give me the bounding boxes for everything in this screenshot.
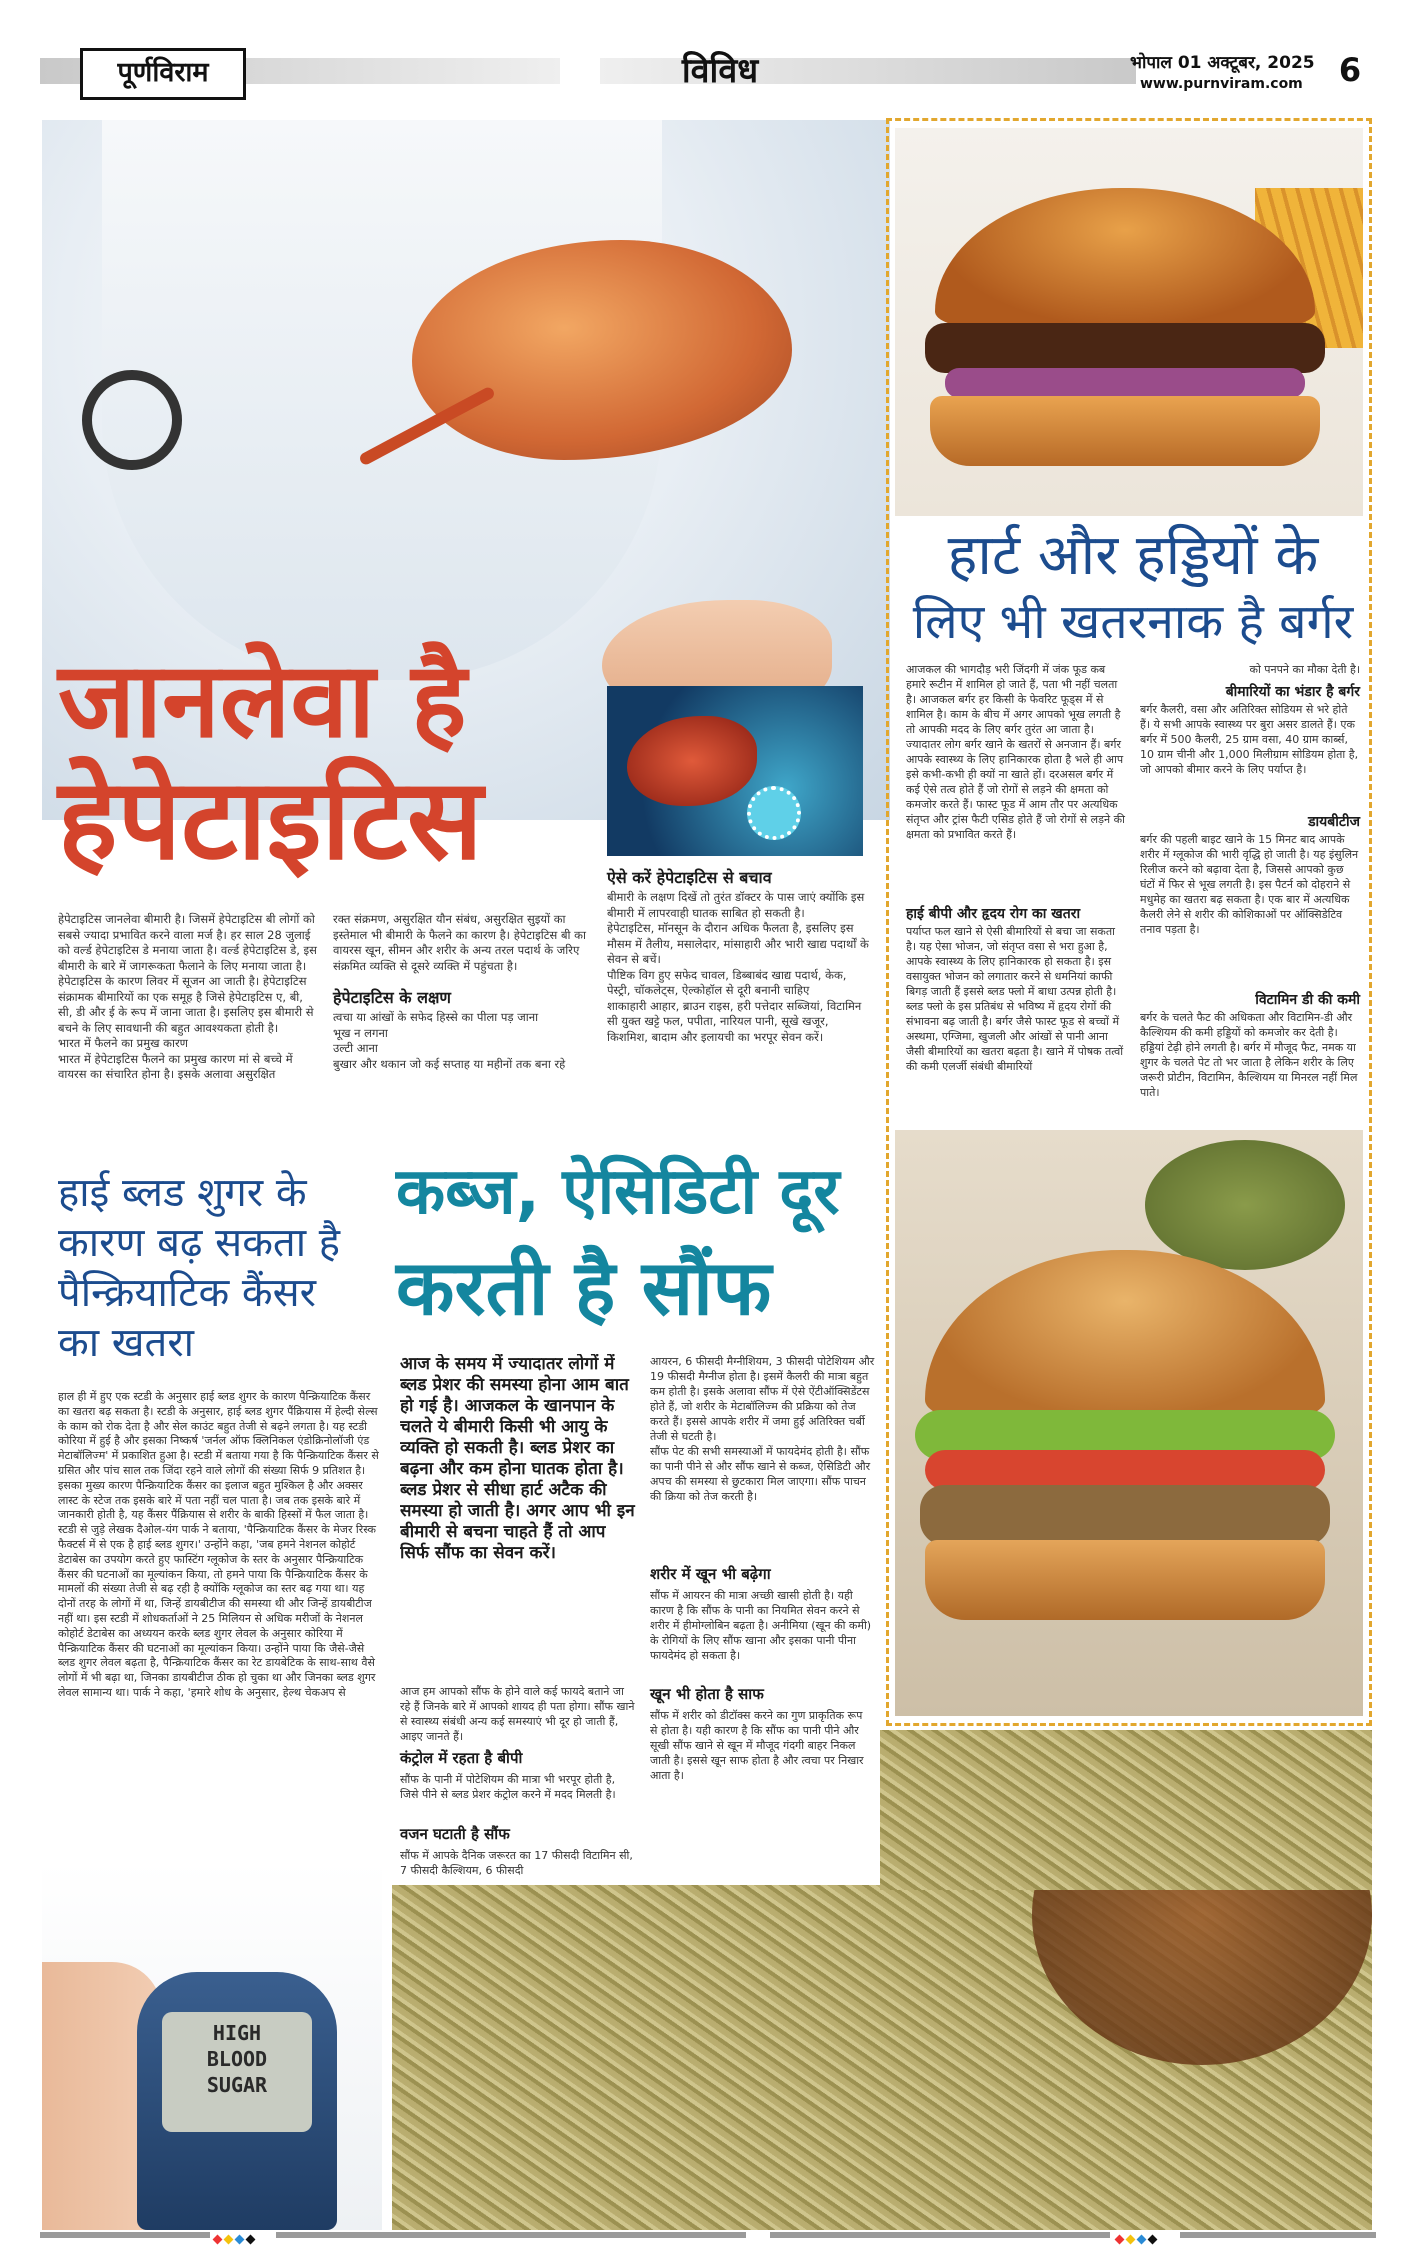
burger-title-1: हार्ट और हड्डियों के: [947, 523, 1319, 588]
saunf-intro: आज हम आपको सौंफ के होने वाले कई फायदे बताने जा रहे हैं जिनके बारे में आपको शायद ही पता होगा। सौंफ खाने से स्वास्थ्य संबंधी अन्य कई समस्याएं भी दूर हो जाती हैं, आइए जानते हैं।: [400, 1685, 635, 1743]
burger-bun-bottom: [930, 396, 1320, 466]
burger-vitd: बर्गर के चलते फैट की अधिकता और विटामिन-डी और कैल्शियम की कमी हड्डियों को कमजोर कर देती है। हड्डियां टेढ़ी होने लगती है। बर्गर में मौजूद फैट, नमक या शुगर के चलते पेट तो भर जाता है लेकिन शरीर के लिए जरूरी प्रोटीन, विटामिन, कैल्शियम या मिनरल नहीं मिल पाते।: [1140, 1011, 1358, 1099]
footer-bar-left: [40, 2232, 210, 2238]
hepatitis-prevention-heading: ऐसे करें हेपेटाइटिस से बचाव: [607, 868, 772, 887]
page-number: 6: [1338, 51, 1362, 89]
hepatitis-symptoms: त्वचा या आंखों के सफेद हिस्से का पीला पड़ जाना भूख न लगना उल्टी आना बुखार और थकान जो कई सप्ताह या महीनों तक बना रहे: [333, 1010, 566, 1071]
saunf-blood: सौंफ में आयरन की मात्रा अच्छी खासी होती है। यही कारण है कि सौंफ के पानी का नियमित सेवन करने से शरीर में हीमोग्लोबिन बढ़ता है। अनीमिया (खून की कमी) के रोगियों के लिए सौंफ खाना और इसका पानी पीना फायदेमंद हो सकता है।: [650, 1589, 872, 1662]
virus-liver-photo: [607, 686, 863, 856]
burger-col-2-top: को पनपने का मौका देती है।: [1249, 663, 1360, 676]
burger-photo-top: [895, 128, 1363, 516]
hepatitis-title-1: जानलेवा है: [58, 639, 467, 761]
burger-bun-bottom-2: [925, 1540, 1325, 1620]
saunf-lead: आज के समय में ज्यादातर लोगों में ब्लड प्रेशर की समस्या होना आम बात हो गई है। आजकल के खानपान के चलते ये बीमारी किसी भी आयु के व्यक्ति हो सकती है। ब्लड प्रेशर का बढ़ना और कम होना घातक होता है। ब्लड प्रेशर से सीधा हार्ट अटैक की समस्या हो जाती है। अगर आप भी इन बीमारी से बचना चाहते हैं तो आप सिर्फ सौंफ का सेवन करें।: [400, 1354, 635, 1563]
footer-dots-right: [1114, 2228, 1174, 2240]
hepatitis-col-1: हेपेटाइटिस जानलेवा बीमारी है। जिसमें हेपेटाइटिस बी लोगों को सबसे ज्यादा प्रभावित करने वाला मर्ज है। हर साल 28 जुलाई को वर्ल्ड हेपेटाइटिस डे मनाया जाता है। वर्ल्ड हेपेटाइटिस डे, इस बीमारी के बारे में जागरूकता फैलाने के लिए मनाया जाता है। हेपेटाइटिस के कारण लिवर में सूजन आ जाती है। हेपेटाइटिस संक्रामक बीमारियों का एक समूह है जिसे हेपेटाइटिस ए, बी, सी, डी और ई के रूप में जाना जाता है। इसलिए इस बीमारी से बचने के लिए सावधानी की बहुत आवश्यकता होती है। भारत में फैलने का प्रमुख कारण भारत में हेपेटाइटिस फैलने का प्रमुख कारण मां से बच्चे में वायरस का संचारित होना है। इसके अलावा असुरक्षित: [58, 912, 317, 1081]
burger-photo-bottom: [895, 1130, 1363, 1716]
saunf-bp: सौंफ के पानी में पोटेशियम की मात्रा भी भरपूर होती है, जिसे पीने से ब्लड प्रेशर कंट्रोल करने में मदद मिलती है।: [400, 1773, 616, 1801]
burger-col-1: आजकल की भागदौड़ भरी जिंदगी में जंक फूड कब हमारे रूटीन में शामिल हो जाते हैं, पता भी नहीं चलता है। आजकल बर्गर हर किसी के फेवरिट फूड्स में से शामिल है। काम के बीच में अगर आपको भूख लगती है तो आपकी मदद के लिए बर्गर तुरंत आ जाता है। ज्यादातर लोग बर्गर खाने के खतरों से अनजान हैं। बर्गर आपके स्वास्थ्य के लिए हानिकारक होता है भले ही आप इसे कभी-कभी ही क्यों ना खाते हों। दरअसल बर्गर में कई ऐसे तत्व होते हैं जो रोगों से लड़ने की क्षमता को कमजोर करते हैं। फास्ट फूड में आम तौर पर अत्यधिक संतृप्त और ट्रांस फैटी एसिड होते हैं जो रोगों से लड़ने की क्षमता को प्रभावित करते हैं।: [906, 663, 1125, 841]
hepatitis-col-2: रक्त संक्रमण, असुरक्षित यौन संबंध, असुरक्षित सुइयों का इस्तेमाल भी बीमारी के फैलने का कारण है। हेपेटाइटिस बी का वायरस खून, सीमन और शरीर के अन्य तरल पदार्थ के जरिए संक्रमित व्यक्ति से दूसरे व्यक्ति में पहुंचता है।: [333, 912, 586, 973]
saunf-col-2: आयरन, 6 फीसदी मैग्नीशियम, 3 फीसदी पोटेशियम और 19 फीसदी मैग्नीज होता है। इसमें कैलरी की मात्रा बहुत कम होती है। इसके अलावा सौंफ में ऐसे ऐंटीऑक्सिडेंटस होते हैं, जो शरीर के मेटाबॉलिज्म की प्रक्रिया को तेज करते हैं। इससे आपके शरीर में जमा हुई अतिरिक्त चर्बी तेजी से घटती है। सौंफ पेट की सभी समस्याओं में फायदेमंद होती है। सौंफ का पानी पीने से और सौंफ खाने से कब्ज, ऐसिडिटी और अपच की समस्या से छुटकारा मिल जाएगा। सौंफ पाचन की क्रिया को तेज करती है।: [650, 1355, 875, 1503]
section-title: विविध: [681, 51, 759, 91]
burger-patty-2: [920, 1485, 1330, 1545]
hepatitis-prevention: बीमारी के लक्षण दिखें तो तुरंत डॉक्टर के पास जाएं क्योंकि इस बीमारी में लापरवाही घातक साबित हो सकती है। हेपेटाइटिस, मॉनसून के दौरान अधिक फैलता है, इसलिए इस मौसम में तैलीय, मसालेदार, मांसाहारी और भारी खाद्य पदार्थों के सेवन से बचें। पौष्टिक विग हुए सफेद चावल, डिब्बाबंद खाद्य पदार्थ, केक, पेस्ट्री, चॉकलेट्स, ऐल्कोहॉल से दूरी बनानी चाहिए शाकाहारी आहार, ब्राउन राइस, हरी पत्तेदार सब्जियां, विटामिन सी युक्त खट्टे फल, पपीता, नारियल पानी, सूखे खजूर, किशमिश, बादाम और इलायची का भरपूर सेवन करें।: [607, 890, 869, 1044]
saunf-title-2: करती है सौंफ: [396, 1243, 772, 1332]
burger-diabetes-heading: डायबीटीज: [1308, 814, 1360, 830]
saunf-bp-heading: कंट्रोल में रहता है बीपी: [400, 1749, 523, 1767]
burger-store: बर्गर कैलरी, वसा और अतिरिक्त सोडियम से भरे होते हैं। ये सभी आपके स्वास्थ्य पर बुरा असर डालते हैं। एक बर्गर में 500 कैलरी, 25 ग्राम वसा, 40 ग्राम कार्ब्स, 10 ग्राम चीनी और 1,000 मिलीग्राम सोडियम होता है, जो आपको बीमार करने के लिए पर्याप्त है।: [1140, 703, 1359, 776]
saunf-title-1: कब्ज, ऐसिडिटी दूर: [396, 1155, 840, 1229]
fennel-seeds-photo: [392, 1885, 1372, 2230]
glucometer-photo: [42, 1862, 382, 2230]
stethoscope-icon: [82, 370, 182, 470]
hepatitis-title-2: हेपेटाइटिस: [58, 755, 483, 885]
saunf-clean: सौंफ में शरीर को डीटॉक्स करने का गुण प्राकृतिक रूप से होता है। यही कारण है कि सौंफ का पानी पीने और सूखी सौंफ खाने से खून में मौजूद गंदगी बाहर निकल जाती है। इससे खून साफ होता है और त्वचा पर निखार आता है।: [650, 1709, 864, 1782]
saunf-weight-heading: वजन घटाती है सौंफ: [400, 1825, 510, 1843]
burger-tomato: [925, 1450, 1325, 1490]
burger-title-2: लिए भी खतरनाक है बर्गर: [912, 594, 1354, 650]
masthead: [40, 44, 1377, 104]
hepatitis-symptoms-heading: हेपेटाइटिस के लक्षण: [333, 988, 451, 1007]
burger-patty: [925, 323, 1325, 373]
saunf-blood-heading: शरीर में खून भी बढ़ेगा: [650, 1565, 771, 1583]
pickle-bowl: [1145, 1140, 1345, 1270]
dateline: भोपाल 01 अक्टूबर, 2025: [1130, 53, 1315, 73]
footer-dots-left: [212, 2228, 272, 2240]
footer-bar-mid: [276, 2232, 746, 2238]
burger-bp: पर्याप्त फल खाने से ऐसी बीमारियों से बचा जा सकता है। यह ऐसा भोजन, जो संतृप्त वसा से भरा हुआ है, आपके स्वास्थ्य के लिए हानिकारक हो सकता है। इस वसायुक्त भोजन को लगातार करने से धमनियां काफी बिगड़ जाती हैं इससे ब्लड फ्लो में बाधा उत्पन्न होती है। ब्लड फ्लो के इस प्रतिबंध से भविष्य में हृदय रोगों की संभावना बढ़ जाती है। बर्गर जैसे फास्ट फूड से बच्चों में अस्थमा, एग्जिमा, खुजली और आंखों से पानी आना जैसी बीमारियों का खतरा बढ़ता है। खाने में पोषक तत्वों की कमी एलर्जी संबंधी बीमारियों: [906, 925, 1124, 1073]
fennel-seeds-photo-upper: [880, 1730, 1372, 1890]
saunf-clean-heading: खून भी होता है साफ: [650, 1685, 764, 1703]
burger-bun-top-2: [925, 1250, 1325, 1420]
sugar-body: हाल ही में हुए एक स्टडी के अनुसार हाई ब्लड शुगर के कारण पैन्क्रियाटिक कैंसर का खतरा बढ़ सकता है। स्टडी के अनुसार, हाई ब्लड शुगर पैंक्रियास में हेल्दी सेल्स के काम को रोक देता है और सेल काउंट बहुत तेजी से बढ़ने लगता है। यह स्टडी कोरिया में हुई है और इसका निष्कर्ष 'जर्नल ऑफ क्लिनिकल एंडोक्रिनोलॉजी एंड मेटाबॉलिज्म' में प्रकाशित हुआ है। स्टडी में बताया गया है कि पैन्क्रियाटिक कैंसर से ग्रसित और पांच साल तक जिंदा रहने वाले लोगों की संख्या सिर्फ 9 प्रतिशत है। इसका मुख्य कारण पैन्क्रियाटिक कैंसर का इलाज बहुत मुश्किल है और अक्सर लास्ट के स्टेज तक इसके बारे में पता नहीं चल पाता है। जब तक इसके बारे में जानकारी होती है, यह कैंसर पैंक्रियास से शरीर के बाकी हिस्सों में फैल जाता है। स्टडी से जुड़े लेखक दैओल-यंग पार्क ने बताया, 'पैन्क्रियाटिक कैंसर के मेजर रिस्क फैक्टर्स में से एक है हाई ब्लड शुगर।' उन्होंने कहा, 'जब हमने नेशनल कोहोर्ट डेटाबेस का उपयोग करते हुए फास्टिंग ग्लूकोज के स्तर के अनुसार पैन्क्रियाटिक कैंसर की घटनाओं का मूल्यांकन किया, तो हमने पाया कि पैन्क्रियाटिक कैंसर के मामलों की संख्या तेजी से बढ़ रही है क्योंकि ग्लूकोज का स्तर बढ़ गया था। यह दोनों तरह के लोगों में था, जिन्हें डायबीटीज की समस्या थी और जिन्हें डायबीटीज नहीं था। इस स्टडी में शोधकर्ताओं ने 25 मिलियन से अधिक मरीजों के नेशनल कोहोर्ट डेटाबेस का अध्ययन करके ब्लड शुगर लेवल के अनुसार कोरिया में पैन्क्रियाटिक कैंसर की घटनाओं का मूल्यांकन किया। उन्होंने पाया कि जैसे-जैसे ब्लड शुगर लेवल बढ़ता है, पैन्क्रियाटिक कैंसर का रेट डायबेटिक के साथ-साथ वैसे लोगों में भी बढ़ा था, जिनका डायबीटीज ठीक हो चुका था और जिनका ब्लड शुगर लेवल सामान्य था। पार्क ने कहा, 'हमारे शोध के अनुसार, हेल्थ चेकअप से: [58, 1390, 379, 1699]
saunf-weight: सौंफ में आपके दैनिक जरूरत का 17 फीसदी विटामिन सी, 7 फीसदी कैल्शियम, 6 फीसदी: [400, 1849, 633, 1877]
logo[interactable]: पूर्णविराम: [80, 48, 246, 100]
burger-store-heading: बीमारियों का भंडार है बर्गर: [1225, 684, 1360, 700]
burger-bp-heading: हाई बीपी और हृदय रोग का खतरा: [906, 906, 1081, 922]
burger-diabetes: बर्गर की पहली बाइट खाने के 15 मिनट बाद आपके शरीर में ग्लूकोज की भारी वृद्धि हो जाती है। यह इंसुलिन रिलीज करने को बढ़ावा देता है, जिससे आपको कुछ घंटों में फिर से भूख लगती है। इस पैटर्न को दोहराने से मधुमेह का खतरा बढ़ सकता है। एक बार में अत्यधिक कैलरी लेने से शरीर की कोशिकाओं पर ऑक्सिडेटिव तनाव पड़ता है।: [1140, 833, 1359, 936]
virus-icon: [747, 786, 801, 840]
wooden-bowl: [1032, 1885, 1372, 2065]
meter-readout: HIGH BLOOD SUGAR: [206, 2021, 268, 2097]
sugar-title: हाई ब्लड शुगर के कारण बढ़ सकता है पैन्क्रियाटिक कैंसर का खतरा: [58, 1170, 341, 1366]
burger-vitd-heading: विटामिन डी की कमी: [1255, 992, 1360, 1008]
footer-bar-right: [770, 2232, 1110, 2238]
footer-bar-end: [1180, 2232, 1376, 2238]
website[interactable]: www.purnviram.com: [1140, 76, 1303, 92]
burger-onion: [945, 368, 1305, 398]
liver-icon: [627, 716, 757, 806]
